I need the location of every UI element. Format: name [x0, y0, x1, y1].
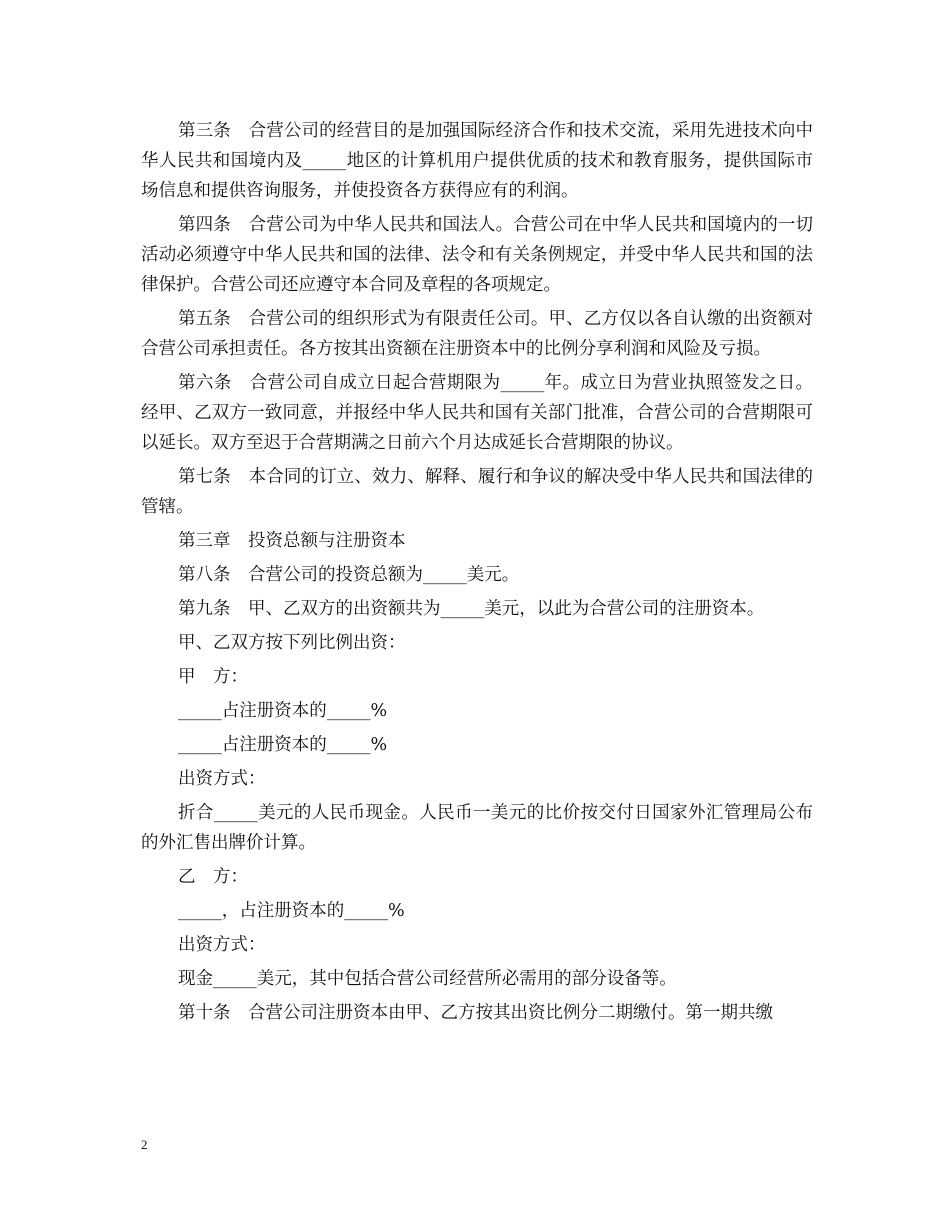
page-number: 2	[141, 1137, 148, 1152]
document-body	[141, 116, 813, 1032]
party-b-share: _____，占注册资本的_____%	[178, 901, 405, 921]
party-a-share-1: _____占注册资本的_____%	[178, 701, 388, 721]
article-9: 第九条 甲、乙双方的出资额共为_____美元，以此为合营公司的注册资本。	[178, 599, 765, 619]
contribution-intro: 甲、乙双方按下列比例出资：	[178, 633, 406, 653]
article-4: 第四条 合营公司为中华人民共和国法人。合营公司在中华人民共和国境内的一切活动必须遵守中华人民共和国的法律、法令和有关条例规定，并受中华人民共和国的法律保护。合营公司还应遵守本合同及章程的各项规定。	[141, 215, 813, 295]
party-b-label: 乙 方：	[178, 867, 248, 887]
party-a-method-label: 出资方式：	[178, 769, 266, 789]
article-5: 第五条 合营公司的组织形式为有限责任公司。甲、乙方仅以各自认缴的出资额对合营公司承担责任。各方按其出资额在注册资本中的比例分享利润和风险及亏损。	[141, 309, 813, 359]
party-b-method-label: 出资方式：	[178, 935, 266, 955]
article-10: 第十条 合营公司注册资本由甲、乙方按其出资比例分二期缴付。第一期共缴	[178, 1003, 773, 1023]
article-3: 第三条 合营公司的经营目的是加强国际经济合作和技术交流，采用先进技术向中华人民共和国境内及_____地区的计算机用户提供优质的技术和教育服务，提供国际市场信息和提供咨询服务，并使投资各方获得应有的利润。	[141, 121, 813, 201]
party-a-share-2: _____占注册资本的_____%	[178, 735, 388, 755]
party-a-method: 折合_____美元的人民币现金。人民币一美元的比价按交付日国家外汇管理局公布的外汇售出牌价计算。	[141, 803, 813, 853]
article-6: 第六条 合营公司自成立日起合营期限为_____年。成立日为营业执照签发之日。经甲、乙双方一致同意，并报经中华人民共和国有关部门批准，合营公司的合营期限可以延长。双方至迟于合营期满之日前六个月达成延长合营期限的协议。	[141, 373, 813, 453]
chapter-3-heading: 第三章 投资总额与注册资本	[178, 531, 406, 551]
article-7: 第七条 本合同的订立、效力、解释、履行和争议的解决受中华人民共和国法律的管辖。	[141, 467, 813, 517]
party-b-method: 现金_____美元，其中包括合营公司经营所必需用的部分设备等。	[178, 969, 677, 989]
party-a-label: 甲 方：	[178, 667, 248, 687]
article-8: 第八条 合营公司的投资总额为_____美元。	[178, 565, 520, 585]
